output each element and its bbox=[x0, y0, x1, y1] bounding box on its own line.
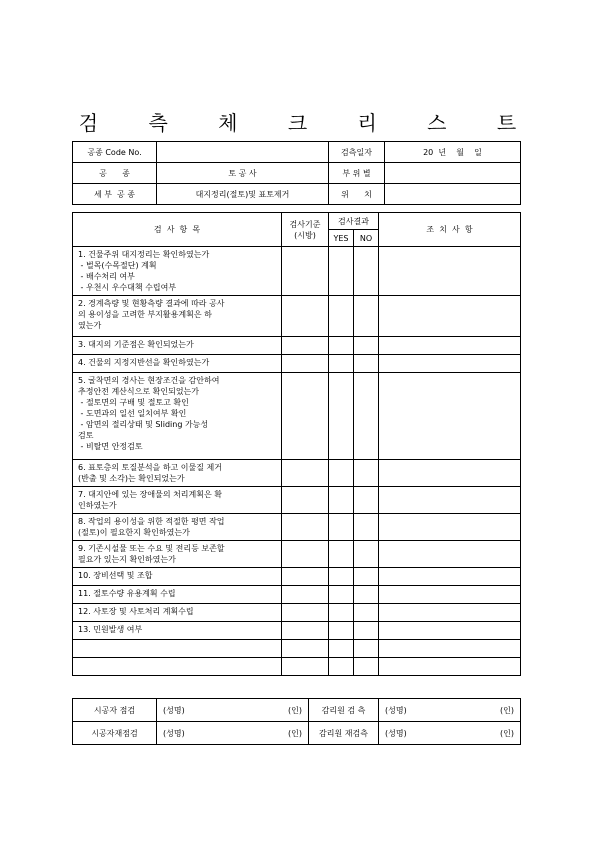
checklist-item-line: 의 용이성을 고려한 부지활용계획은 하 bbox=[78, 310, 212, 319]
checklist-item-line: 6. 표토층의 토질분석을 하고 이물질 제거 bbox=[78, 463, 222, 472]
yes-cell[interactable] bbox=[329, 568, 354, 586]
criteria-cell[interactable] bbox=[282, 247, 329, 296]
col-item-header: 검 사 항 목 bbox=[73, 213, 282, 247]
checklist-item-line: 3. 대지의 기준점은 확인되었는가 bbox=[78, 340, 194, 349]
criteria-cell[interactable] bbox=[282, 373, 329, 460]
sign-label-right: 감리원 검 측 bbox=[309, 699, 379, 722]
page-title: 검 측 체 크 리 스 트 bbox=[78, 111, 539, 135]
no-cell[interactable] bbox=[354, 622, 379, 640]
checklist-table bbox=[72, 212, 521, 676]
yes-cell[interactable] bbox=[329, 604, 354, 622]
criteria-cell[interactable] bbox=[282, 337, 329, 355]
checklist-item bbox=[73, 460, 282, 487]
criteria-cell[interactable] bbox=[282, 541, 329, 568]
sign-field-right[interactable] bbox=[379, 722, 521, 745]
checklist-row bbox=[73, 296, 521, 337]
checklist-item bbox=[73, 586, 282, 604]
yes-cell[interactable] bbox=[329, 514, 354, 541]
no-cell[interactable] bbox=[354, 337, 379, 355]
no-cell[interactable] bbox=[354, 487, 379, 514]
no-cell[interactable] bbox=[354, 568, 379, 586]
checklist-item-line: 5. 굴착면의 경사는 현장조건을 감안하여 bbox=[78, 376, 220, 385]
checklist-item-line: - 절토면의 구배 및 절토고 확인 bbox=[78, 398, 189, 407]
checklist-item-line: 10. 장비선택 및 조합 bbox=[78, 571, 153, 580]
checklist-item-line: (절토)이 필요한지 확인하였는가 bbox=[78, 528, 190, 537]
action-cell[interactable] bbox=[379, 247, 521, 296]
signature-row bbox=[73, 699, 521, 722]
location-label: 위 치 bbox=[329, 184, 385, 205]
yes-cell[interactable] bbox=[329, 355, 354, 373]
col-yes-header: YES bbox=[329, 230, 354, 247]
date-label: 검측일자 bbox=[329, 142, 385, 163]
col-action-header: 조 치 사 항 bbox=[379, 213, 521, 247]
checklist-item-line: - 벌목(수목절단) 계획 bbox=[78, 261, 157, 270]
checklist-item-line: - 암면의 절리상태 및 Sliding 가능성 bbox=[78, 420, 209, 429]
action-cell[interactable] bbox=[379, 622, 521, 640]
sign-label-left: 시공자 점검 bbox=[73, 699, 157, 722]
action-cell[interactable] bbox=[379, 337, 521, 355]
criteria-cell[interactable] bbox=[282, 658, 329, 676]
yes-cell[interactable] bbox=[329, 658, 354, 676]
checklist-item bbox=[73, 296, 282, 337]
sign-name-placeholder: (성명) bbox=[163, 705, 185, 715]
checklist-item-line: 1. 건물주위 대지정리는 확인하였는가 bbox=[78, 250, 210, 259]
no-cell[interactable] bbox=[354, 247, 379, 296]
criteria-cell[interactable] bbox=[282, 296, 329, 337]
code-value[interactable] bbox=[157, 142, 329, 163]
action-cell[interactable] bbox=[379, 586, 521, 604]
checklist-item-line: - 비탈면 안정검토 bbox=[78, 442, 143, 451]
yes-cell[interactable] bbox=[329, 247, 354, 296]
criteria-cell[interactable] bbox=[282, 460, 329, 487]
checklist-item-line: 추정안전 계산식으로 확인되었는가 bbox=[78, 387, 200, 396]
sign-name-placeholder: (성명) bbox=[163, 728, 185, 738]
checklist-item bbox=[73, 622, 282, 640]
no-cell[interactable] bbox=[354, 640, 379, 658]
seal-placeholder: (인) bbox=[500, 728, 514, 738]
checklist-item-line: 9. 기존시설물 또는 수요 및 전리등 보존할 bbox=[78, 544, 225, 553]
checklist-row bbox=[73, 373, 521, 460]
checklist-item bbox=[73, 640, 282, 658]
criteria-cell[interactable] bbox=[282, 568, 329, 586]
action-cell[interactable] bbox=[379, 658, 521, 676]
checklist-item-line: 12. 사토장 및 사토처리 계획수립 bbox=[78, 607, 194, 616]
signature-row bbox=[73, 722, 521, 745]
checklist-row bbox=[73, 568, 521, 586]
yes-cell[interactable] bbox=[329, 541, 354, 568]
checklist-item bbox=[73, 514, 282, 541]
checklist-item bbox=[73, 247, 282, 296]
checklist-item-line: 인하였는가 bbox=[78, 501, 117, 510]
checklist-row bbox=[73, 514, 521, 541]
checklist-row bbox=[73, 247, 521, 296]
checklist-item bbox=[73, 658, 282, 676]
criteria-cell[interactable] bbox=[282, 622, 329, 640]
yes-cell[interactable] bbox=[329, 460, 354, 487]
no-cell[interactable] bbox=[354, 355, 379, 373]
no-cell[interactable] bbox=[354, 658, 379, 676]
yes-cell[interactable] bbox=[329, 337, 354, 355]
checklist-item-line: (반출 및 소각)는 확인되었는가 bbox=[78, 474, 185, 483]
sign-name-placeholder: (성명) bbox=[385, 705, 407, 715]
col-criteria-header: 검사기준 (시방) bbox=[282, 213, 329, 247]
checklist-row bbox=[73, 337, 521, 355]
criteria-cell[interactable] bbox=[282, 604, 329, 622]
criteria-cell[interactable] bbox=[282, 586, 329, 604]
no-cell[interactable] bbox=[354, 460, 379, 487]
criteria-cell[interactable] bbox=[282, 514, 329, 541]
col-result-header: 검사결과 bbox=[329, 213, 379, 230]
checklist-row bbox=[73, 355, 521, 373]
seal-placeholder: (인) bbox=[288, 705, 302, 715]
location-value[interactable] bbox=[385, 184, 521, 205]
sign-field-left[interactable] bbox=[157, 722, 309, 745]
checklist-item-line: 11. 절토수량 유용계획 수립 bbox=[78, 589, 176, 598]
checklist-item bbox=[73, 373, 282, 460]
seal-placeholder: (인) bbox=[288, 728, 302, 738]
seal-placeholder: (인) bbox=[500, 705, 514, 715]
yes-cell[interactable] bbox=[329, 586, 354, 604]
yes-cell[interactable] bbox=[329, 622, 354, 640]
no-cell[interactable] bbox=[354, 296, 379, 337]
action-cell[interactable] bbox=[379, 487, 521, 514]
criteria-cell[interactable] bbox=[282, 355, 329, 373]
action-cell[interactable] bbox=[379, 604, 521, 622]
detail-label: 세 부 공 종 bbox=[73, 184, 157, 205]
checklist-item-line: - 우천시 우수대책 수립여부 bbox=[78, 283, 177, 292]
yes-cell[interactable] bbox=[329, 373, 354, 460]
no-cell[interactable] bbox=[354, 373, 379, 460]
code-label: 공종 Code No. bbox=[73, 142, 157, 163]
action-cell[interactable] bbox=[379, 640, 521, 658]
checklist-item-line: 13. 민원발생 여부 bbox=[78, 625, 143, 634]
checklist-item bbox=[73, 568, 282, 586]
date-value[interactable]: 20 년 월 일 bbox=[385, 142, 521, 163]
yes-cell[interactable] bbox=[329, 640, 354, 658]
checklist-item-line: 7. 대지안에 있는 장애물의 처리계획은 확 bbox=[78, 490, 222, 499]
checklist-item-line: 2. 경계측량 및 현황측량 결과에 따라 공사 bbox=[78, 299, 225, 308]
sign-field-left[interactable] bbox=[157, 699, 309, 722]
sign-name-placeholder: (성명) bbox=[385, 728, 407, 738]
sign-label-right: 감리원 재검측 bbox=[309, 722, 379, 745]
header-table bbox=[72, 141, 521, 205]
no-cell[interactable] bbox=[354, 604, 379, 622]
sign-label-left: 시공자재점검 bbox=[73, 722, 157, 745]
no-cell[interactable] bbox=[354, 541, 379, 568]
work-value[interactable]: 토 공 사 bbox=[157, 163, 329, 184]
yes-cell[interactable] bbox=[329, 296, 354, 337]
action-cell[interactable] bbox=[379, 541, 521, 568]
no-cell[interactable] bbox=[354, 586, 379, 604]
checklist-item bbox=[73, 355, 282, 373]
action-cell[interactable] bbox=[379, 355, 521, 373]
checklist-row bbox=[73, 640, 521, 658]
checklist-item-line: - 배수처리 여부 bbox=[78, 272, 135, 281]
checklist-item-line: 필요가 있는지 확인하였는가 bbox=[78, 555, 176, 564]
checklist-row bbox=[73, 460, 521, 487]
checklist-item-line: 검토 bbox=[78, 431, 94, 440]
checklist-item bbox=[73, 541, 282, 568]
checklist-item-line: 8. 작업의 용이성을 위한 적절한 평면 작업 bbox=[78, 517, 225, 526]
checklist-item bbox=[73, 604, 282, 622]
col-no-header: NO bbox=[354, 230, 379, 247]
checklist-item bbox=[73, 487, 282, 514]
checklist-item-line: 였는가 bbox=[78, 321, 102, 330]
action-cell[interactable] bbox=[379, 296, 521, 337]
criteria-cell[interactable] bbox=[282, 487, 329, 514]
checklist-row bbox=[73, 622, 521, 640]
checklist-row bbox=[73, 658, 521, 676]
no-cell[interactable] bbox=[354, 514, 379, 541]
signature-table bbox=[72, 698, 521, 745]
action-cell[interactable] bbox=[379, 373, 521, 460]
checklist-row bbox=[73, 541, 521, 568]
part-value[interactable] bbox=[385, 163, 521, 184]
detail-value[interactable]: 대지정리(절토)및 표토제거 bbox=[157, 184, 329, 205]
action-cell[interactable] bbox=[379, 460, 521, 487]
checklist-item-line: 4. 건물의 지정지반선을 확인하였는가 bbox=[78, 358, 210, 367]
checklist-row bbox=[73, 586, 521, 604]
checklist-item bbox=[73, 337, 282, 355]
part-label: 부 위 별 bbox=[329, 163, 385, 184]
yes-cell[interactable] bbox=[329, 487, 354, 514]
work-label: 공 종 bbox=[73, 163, 157, 184]
checklist-item-line: - 도면과의 일선 일치여부 확인 bbox=[78, 409, 187, 418]
criteria-cell[interactable] bbox=[282, 640, 329, 658]
checklist-row bbox=[73, 604, 521, 622]
sign-field-right[interactable] bbox=[379, 699, 521, 722]
checklist-row bbox=[73, 487, 521, 514]
action-cell[interactable] bbox=[379, 568, 521, 586]
action-cell[interactable] bbox=[379, 514, 521, 541]
